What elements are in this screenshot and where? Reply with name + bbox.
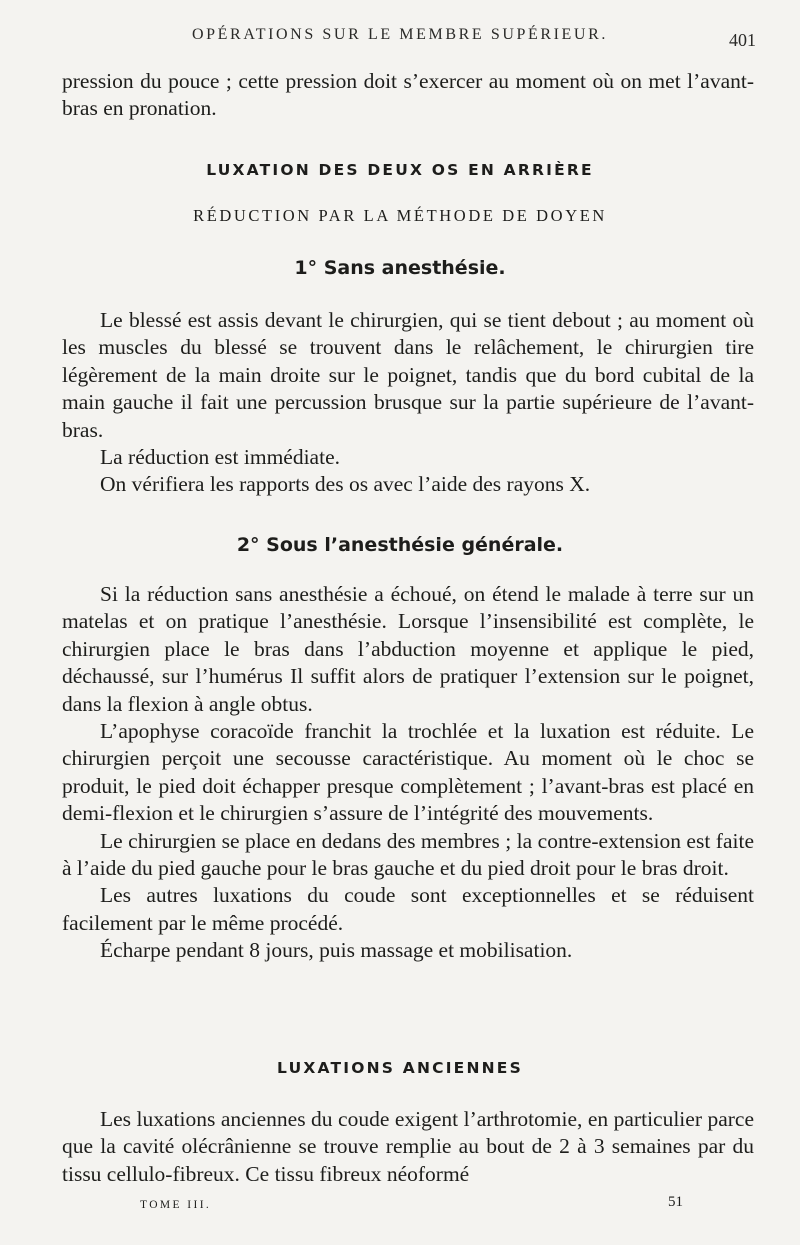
paragraph: Le blessé est assis devant le chirurgien, qui se tient debout ; au moment où les muscles du blessé se trouvent dans le relâchement, le chirurgien tire légèrement de la main droite sur le poignet, tandis que du bord cubital de la main gauche il fait une percussion brusque sur la partie supérieure de l’avant-bras.: [62, 308, 754, 442]
paragraph: On vérifiera les rapports des os avec l’aide des rayons X.: [100, 472, 591, 497]
paragraph: La réduction est immédiate.: [100, 445, 340, 470]
paragraph: L’apophyse coracoïde franchit la trochlée et la luxation est réduite. Le chirurgien perçoit une secousse caractéristique. Au moment où le choc se produit, le pied doit échapper presque complètement ; l’avant-bras est placé en demi-flexion et le chirurgien s’assure de l’intégrité des mouvements.: [62, 719, 754, 826]
volume-label: TOME III.: [140, 1199, 212, 1211]
section2-text: [62, 1106, 754, 1188]
paragraph: Les autres luxations du coude sont exceptionnelles et se réduisent facilement par le même procédé.: [62, 883, 754, 935]
running-head: OPÉRATIONS SUR LE MEMBRE SUPÉRIEUR.: [192, 26, 608, 43]
section-subheading: RÉDUCTION PAR LA MÉTHODE DE DOYEN: [193, 206, 607, 225]
part-title: 2° Sous l’anesthésie générale.: [236, 534, 564, 556]
page-number: 401: [729, 30, 756, 50]
part1-text: [62, 307, 754, 499]
signature-mark: 51: [668, 1194, 683, 1210]
section-heading: LUXATION DES DEUX OS EN ARRIÈRE: [206, 161, 594, 179]
part2-text: [62, 581, 754, 965]
intro-text: [62, 68, 754, 123]
section-heading: LUXATIONS ANCIENNES: [277, 1059, 523, 1077]
paragraph: pression du pouce ; cette pression doit s’exercer au moment où on met l’avant-bras en pronation.: [62, 69, 754, 121]
paragraph: Si la réduction sans anesthésie a échoué, on étend le malade à terre sur un matelas et on pratique l’anesthésie. Lorsque l’insensibilité est complète, le chirurgien place le bras dans l’abduction moyenne et applique le pied, déchaussé, sur l’humérus Il suffit alors de pratiquer l’extension sur le poignet, dans la flexion à angle obtus.: [62, 582, 754, 716]
part-title: 1° Sans anesthésie.: [294, 257, 506, 279]
paragraph: Écharpe pendant 8 jours, puis massage et mobilisation.: [100, 938, 573, 963]
paragraph: Le chirurgien se place en dedans des membres ; la contre-extension est faite à l’aide du pied gauche pour le bras gauche et du pied droit pour le bras droit.: [62, 828, 754, 881]
paragraph: Les luxations anciennes du coude exigent l’arthrotomie, en particulier parce que la cavité olécrânienne se trouve remplie au bout de 2 à 3 semaines par du tissu cellulo-fibreux. Ce tissu fibreux néoformé: [62, 1107, 754, 1186]
